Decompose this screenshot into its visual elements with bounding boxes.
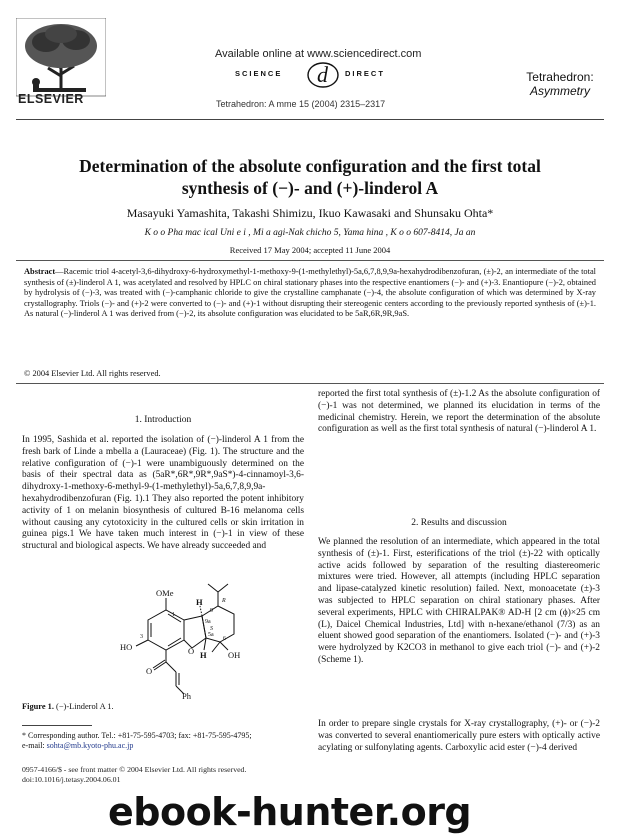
label-n5a: 5a — [208, 632, 214, 638]
label-n1: 1 — [172, 612, 175, 618]
abstract-label: Abstract — [24, 267, 56, 276]
abstract — [24, 267, 596, 320]
label-o-keto: O — [146, 666, 153, 676]
author-list: Masayuki Yamashita, Takashi Shimizu, Ikuo Kawasaki and Shunsaku Ohta* — [126, 206, 494, 220]
author-email-link[interactable]: sohta@mb.kyoto-phu.ac.jp — [46, 741, 134, 750]
footnote-phone-fax: * Corresponding author. Tel.: +81-75-595-4703; fax: +81-75-595-4795; — [22, 731, 252, 740]
doi-line: doi:10.1016/j.tetasy.2004.06.01 — [22, 774, 121, 784]
science-word: SCIENCE — [235, 69, 283, 78]
label-o-ring: O — [188, 646, 195, 656]
journal-name — [515, 70, 605, 98]
section-heading-results: 2. Results and discussion — [411, 518, 507, 528]
elsevier-tree-logo-icon — [16, 18, 106, 98]
watermark-text: ebook-hunter.org — [108, 790, 472, 834]
label-ho: HO — [120, 642, 133, 652]
abstract-bottom-divider — [16, 383, 604, 384]
journal-name-line1: Tetrahedron: — [526, 70, 594, 84]
abstract-top-divider — [16, 260, 604, 261]
front-matter-info — [22, 765, 304, 784]
svg-text:d: d — [317, 62, 328, 87]
journal-citation: Tetrahedron: A mme 15 (2004) 2315–2317 — [216, 99, 386, 109]
footnote-email-line — [22, 741, 304, 751]
results-text-paragraph-2: In order to prepare single crystals for X-ray crystallography, (+)- or (−)-2 was converted to several enantiomerically pure esters with optically active acylating or sulfonylating agents. Carboxylic acid ester (−)-4 derived — [318, 719, 600, 753]
label-h-bottom: H — [200, 650, 207, 660]
sciencedirect-logo — [235, 64, 425, 86]
introduction-continued-text: reported the first total synthesis of (±)-1.2 As the absolute configuration of (−)-1 was not determined, we planned its elucidation in terms of the medicinal chemistry. Herein, we report the determination of the absolute configuration as well as the first total synthesis of natural (−)-linderol A 1. — [318, 389, 600, 435]
article-title: Determination of the absolute configuration and the first total synthesis of (−)- and (+)-linderol A — [79, 156, 541, 198]
label-ome: OMe — [156, 588, 174, 598]
footnote-divider — [22, 725, 92, 726]
journal-name-line2: Asymmetry — [530, 84, 590, 98]
figure-caption-label: Figure 1. — [22, 702, 54, 711]
footnote-email-prefix: e-mail: — [22, 741, 47, 750]
label-ph: Ph — [182, 691, 191, 700]
results-text-paragraph-1: We planned the resolution of an intermediate, which appeared in the total synthesis of (±)-1. First, esterifications of the triol (±)-22 with optically active acids followed by separation of the resulting diastereomeric mixtures were tried. However, all attempts (including HPLC separation and lipase-catalyzed kinetic resolution) failed. Next, monoacetate (±)-3 was subjected to HPLC separation on chiral stationary phases. After several experiments, HPLC with CHIRALPAK® AD-H [2 cm (ϕ)×25 cm (L), Daicel Chemical Industries, Ltd] with n-hexane/ethanol (7/3) as an eluent showed good separation of the enantiomers. Isolated (−)- and (+)-3 were hydrolyzed by K2CO3 in methanol to give each triol (−)- and (+)-2 (Scheme 1). — [318, 537, 600, 665]
corresponding-author-footnote — [22, 731, 304, 751]
sciencedirect-d-icon — [305, 58, 341, 90]
elsevier-wordmark: ELSEVIER — [18, 92, 84, 106]
label-n9: 9 — [210, 608, 213, 614]
label-oh: OH — [228, 650, 241, 660]
figure-caption — [22, 702, 114, 711]
issn-copyright-line: 0957-4166/$ - see front matter © 2004 Elsevier Ltd. All rights reserved. — [22, 765, 247, 774]
label-h-top: H — [196, 597, 203, 607]
label-n9a: 9a — [205, 619, 211, 625]
abstract-copyright: © 2004 Elsevier Ltd. All rights reserved. — [24, 369, 161, 378]
abstract-text: —Racemic triol 4-acetyl-3,6-dihydroxy-6-hydroxymethyl-1-methoxy-9-(1-methylethyl)-5a,6,7,8,9,9a-hexahydrodibenzofuran, (±)-2, an intermediate of the total synthesis of (±)-linderol A 1, was acetylated and resolved by HPLC on chiral stationary phases into the respective enantiomers (−)- and (+)-3. Enantiopure (−)-2, obtained by hydrolysis of (−)-3, was treated with (−)-camphanic chloride to give the crystalline camphanate (−)-4, the absolute configuration of which was determined by X-ray crystallography. Triols (−)- and (+)-2 were converted to (−)- and (+)-1 without disrupting their stereogenic centers according to the previously reported synthesis of (±)-1. As natural (−)-linderol A 1 was derived from (−)-2, its absolute configuration was elucidated to be 5aR,6R,9R,9aS. — [24, 267, 596, 319]
direct-word: DIRECT — [345, 69, 385, 78]
label-s: S — [210, 626, 213, 632]
figure-caption-text: (−)-Linderol A 1. — [53, 702, 114, 711]
label-r: R — [222, 598, 226, 604]
introduction-text: In 1995, Sashida et al. reported the isolation of (−)-linderol A 1 from the fresh bark of Linde a mbella a (Lauraceae) (Fig. 1). The structure and the relative configuration of (−)-1 were unambiguously determined on the basis of their spectral data as (5aR*,6R*,9R*,9aS*)-4-cinnamoyl-3,6-dihydroxy-1-methoxy-6-methyl-9-(1-methylethyl)-5a,6,7,8,9,9a-hexahydrodibenzofuran (Fig. 1).1 They also reported the potent inhibitory activity of 1 on melanin biosynthesis of cultured B-16 melanoma cells without causing any cytotoxicity in the cultured cells or skin irritation in guinea pigs.1 We have taken much interest in (−)-1 in view of these structural and biological aspects. We have already succeeded and — [22, 435, 304, 552]
section-heading-introduction: 1. Introduction — [134, 415, 192, 425]
author-affiliation: K o o Pha mac ical Uni e i , Mi a agi-Nak chicho 5, Yama hina , K o o 607-8414, Ja an — [144, 228, 476, 238]
linderol-structure-figure — [110, 578, 290, 700]
header-divider — [16, 119, 604, 120]
label-n6: 6 — [223, 636, 226, 642]
received-dates: Received 17 May 2004; accepted 11 June 2004 — [229, 245, 391, 255]
label-n3: 3 — [140, 634, 143, 640]
available-online-text: Available online at www.sciencedirect.com — [215, 48, 422, 60]
